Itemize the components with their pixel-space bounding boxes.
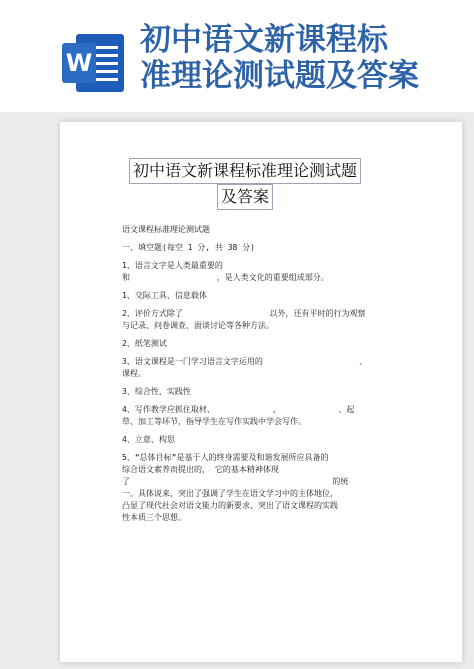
document-line: 课程。	[122, 369, 146, 378]
document-body	[122, 224, 372, 524]
banner-header	[0, 0, 474, 112]
document-line: 凸显了现代社会对语文能力的新要求、突出了语文课程的实践	[122, 501, 338, 510]
document-title-line1: 初中语文新课程标准理论测试题	[129, 158, 361, 184]
document-line: 一、填空题(每空 1 分, 共 38 分)	[122, 243, 255, 252]
banner-title	[140, 22, 460, 94]
document-title-line2: 及答案	[217, 184, 273, 210]
document-line: 1、交际工具、信息载体	[122, 291, 207, 300]
document-line: 3、综合性、实践性	[122, 387, 191, 396]
document-line: 2、纸笔测试	[122, 339, 167, 348]
document-line: 4、写作教学应抓住取材、 、 、起	[122, 405, 355, 414]
document-line: 2、评价方式除了 以外，还有平时的行为观察	[122, 309, 366, 318]
word-document-icon	[62, 34, 124, 92]
banner-title-line2: 准理论测试题及答案	[140, 58, 419, 94]
banner-title-line1: 初中语文新课程标	[140, 22, 388, 58]
word-logo-badge: W	[62, 43, 96, 83]
document-line: 1、语言文字是人类最重要的	[122, 261, 223, 270]
document-line: 3、语文课程是一门学习语言文字运用的 、	[122, 357, 368, 366]
document-title	[126, 158, 364, 210]
document-line: 4、立意、构思	[122, 435, 175, 444]
document-line: 5、“总体目标”是基于人的终身需要及和谐发展所应具备的	[122, 453, 329, 462]
document-line: 和 ，是人类文化的重要组成部分。	[122, 273, 329, 282]
document-line: 语文课程标准理论测试题	[122, 225, 210, 234]
document-line: 性本质三个思想。	[122, 513, 186, 522]
document-line: 与记录、问卷调查、面谈讨论等各种方法。	[122, 321, 274, 330]
document-line: 草、加工等环节，指导学生在写作实践中学会写作。	[122, 417, 306, 426]
document-line: 了 的统	[122, 477, 349, 486]
document-line: 综合语文素养而提出的， 它的基本精神体现	[122, 465, 279, 474]
document-line: 一。具体说来，突出了强调了学生在语文学习中的主体地位，	[122, 489, 338, 498]
